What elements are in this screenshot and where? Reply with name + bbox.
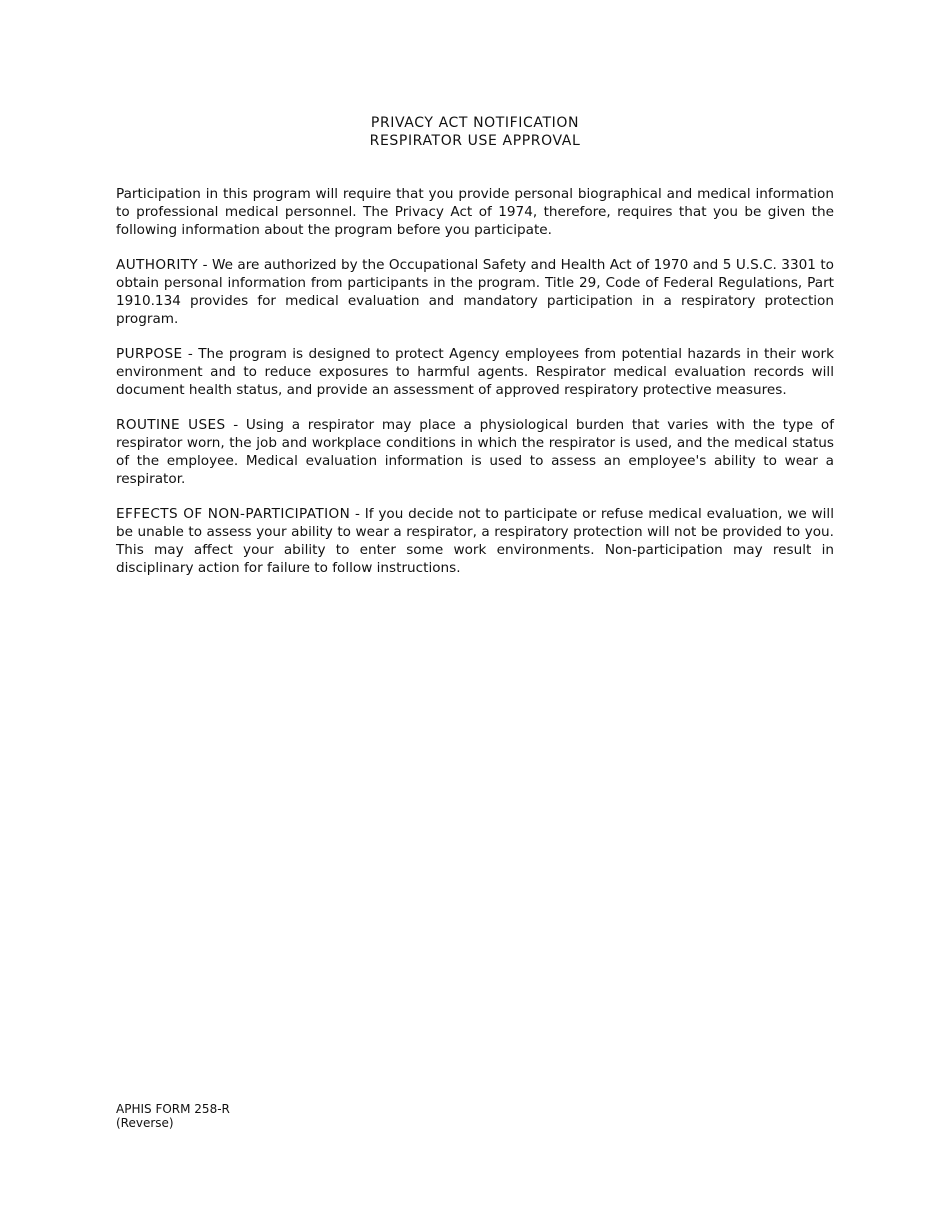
form-footer bbox=[116, 1102, 230, 1130]
purpose-paragraph bbox=[116, 346, 834, 399]
authority-paragraph bbox=[116, 257, 834, 328]
form-side-label: (Reverse) bbox=[116, 1116, 174, 1130]
effects-heading: EFFECTS OF NON-PARTICIPATION bbox=[116, 506, 351, 523]
authority-text: - We are authorized by the Occupational Safety and Health Act of 1970 and 5 U.S.C. 3301 to obtain personal information from participants in the program. Title 29, Code of Federal Regulations, Part 1910.134 provides for medical evaluation and mandatory participation in a respiratory protection program. bbox=[116, 257, 834, 327]
document-body bbox=[116, 186, 834, 595]
document-title bbox=[0, 114, 950, 150]
routine-uses-text: - Using a respirator may place a physiological burden that varies with the type of respirator worn, the job and workplace conditions in which the respirator is used, and the medical status of the employee. Medical evaluation information is used to assess an employee's ability to wear a respirator. bbox=[116, 417, 834, 487]
intro-paragraph bbox=[116, 186, 834, 239]
effects-paragraph bbox=[116, 506, 834, 577]
form-number: APHIS FORM 258-R bbox=[116, 1102, 230, 1116]
effects-text: - If you decide not to participate or refuse medical evaluation, we will be unable to assess your ability to wear a respirator, a respiratory protection will not be provided to you. This may affect your ability to enter some work environments. Non-participation may result in disciplinary action for failure to follow instructions. bbox=[116, 506, 834, 576]
authority-heading: AUTHORITY bbox=[116, 257, 199, 274]
title-line-2: RESPIRATOR USE APPROVAL bbox=[369, 133, 581, 149]
purpose-heading: PURPOSE bbox=[116, 346, 183, 363]
routine-uses-paragraph bbox=[116, 417, 834, 488]
title-line-1: PRIVACY ACT NOTIFICATION bbox=[370, 115, 580, 131]
routine-uses-heading: ROUTINE USES bbox=[116, 417, 226, 434]
intro-text: Participation in this program will require that you provide personal biographical and medical information to professional medical personnel. The Privacy Act of 1974, therefore, requires that you be given the following information about the program before you participate. bbox=[116, 186, 834, 238]
purpose-text: - The program is designed to protect Agency employees from potential hazards in their work environment and to reduce exposures to harmful agents. Respirator medical evaluation records will document health status, and provide an assessment of approved respiratory protective measures. bbox=[116, 346, 834, 398]
